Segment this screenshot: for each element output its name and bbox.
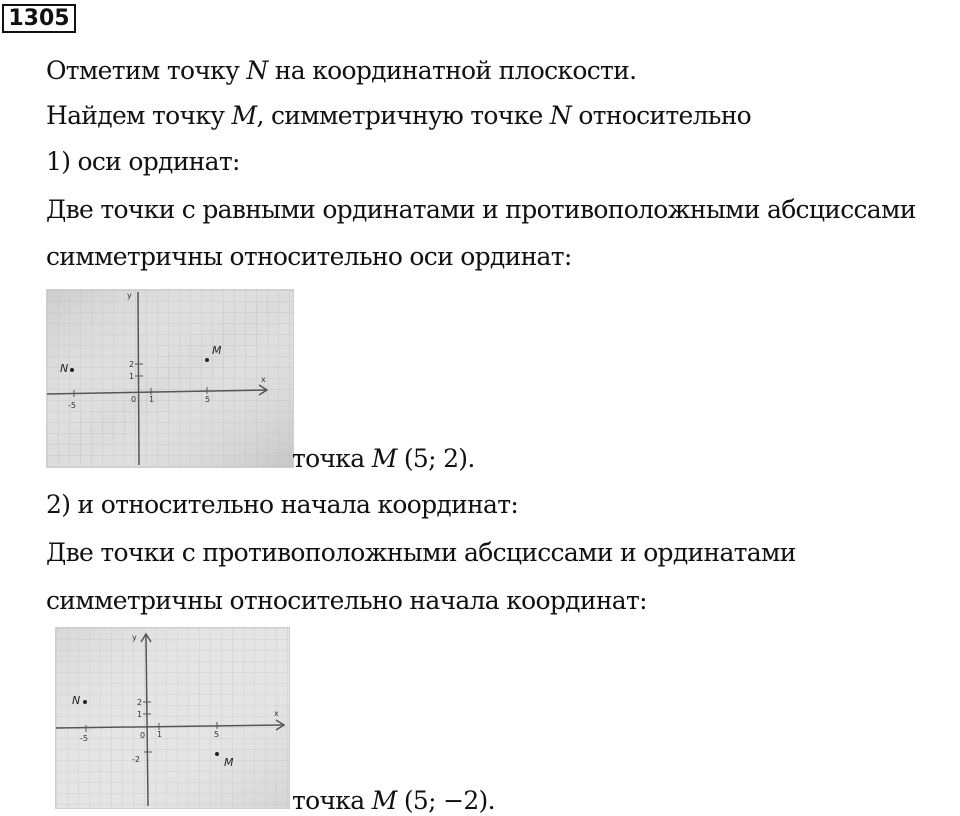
y-axis-label: y: [127, 291, 132, 300]
tick-label: 5: [205, 395, 211, 404]
tick-label: -5: [68, 401, 76, 410]
point-m: [205, 358, 209, 362]
point-m-label: M: [212, 344, 222, 357]
tick-label: 1: [137, 710, 143, 719]
x-axis-label: x: [261, 375, 266, 384]
point-n-label: N: [72, 694, 81, 707]
text-line-1: Отметим точку N на координатной плоскости.: [46, 56, 637, 85]
tick-label: 2: [137, 698, 143, 707]
problem-number: 1305: [2, 4, 76, 33]
tick-label: 1: [157, 730, 163, 739]
point-m-label: M: [224, 756, 234, 769]
tick-label: 2: [129, 360, 135, 369]
coordinate-photo-1: [46, 289, 294, 468]
point-n-label: N: [60, 362, 69, 375]
y-axis-label: y: [132, 633, 137, 642]
x-axis-label: x: [274, 709, 279, 718]
text-line-5: симметричны относительно оси ординат:: [46, 242, 572, 271]
tick-label: 0: [131, 395, 137, 404]
y-axis: [138, 292, 139, 465]
answer-1: точка M (5; 2).: [292, 444, 475, 473]
tick-label: 0: [140, 731, 146, 740]
tick-label: 1: [129, 372, 135, 381]
answer-2: точка M (5; −2).: [292, 786, 495, 815]
point-m: [215, 752, 219, 756]
tick-label: -5: [80, 734, 88, 743]
text-line-3: 1) оси ординат:: [46, 147, 240, 176]
text-line-4: Две точки с равными ординатами и противоположными абсциссами: [46, 195, 916, 224]
tick-label: 1: [149, 395, 155, 404]
tick-label: 5: [214, 730, 220, 739]
text-line-7: Две точки с противоположными абсциссами и ординатами: [46, 538, 796, 567]
text-line-2: Найдем точку M, симметричную точке N относительно: [46, 101, 752, 130]
text-line-6: 2) и относительно начала координат:: [46, 490, 519, 519]
tick-label: -2: [132, 755, 140, 764]
point-n: [70, 368, 74, 372]
coordinate-photo-2: [55, 627, 290, 809]
text-line-8: симметричны относительно начала координат:: [46, 586, 647, 615]
point-n: [83, 700, 87, 704]
